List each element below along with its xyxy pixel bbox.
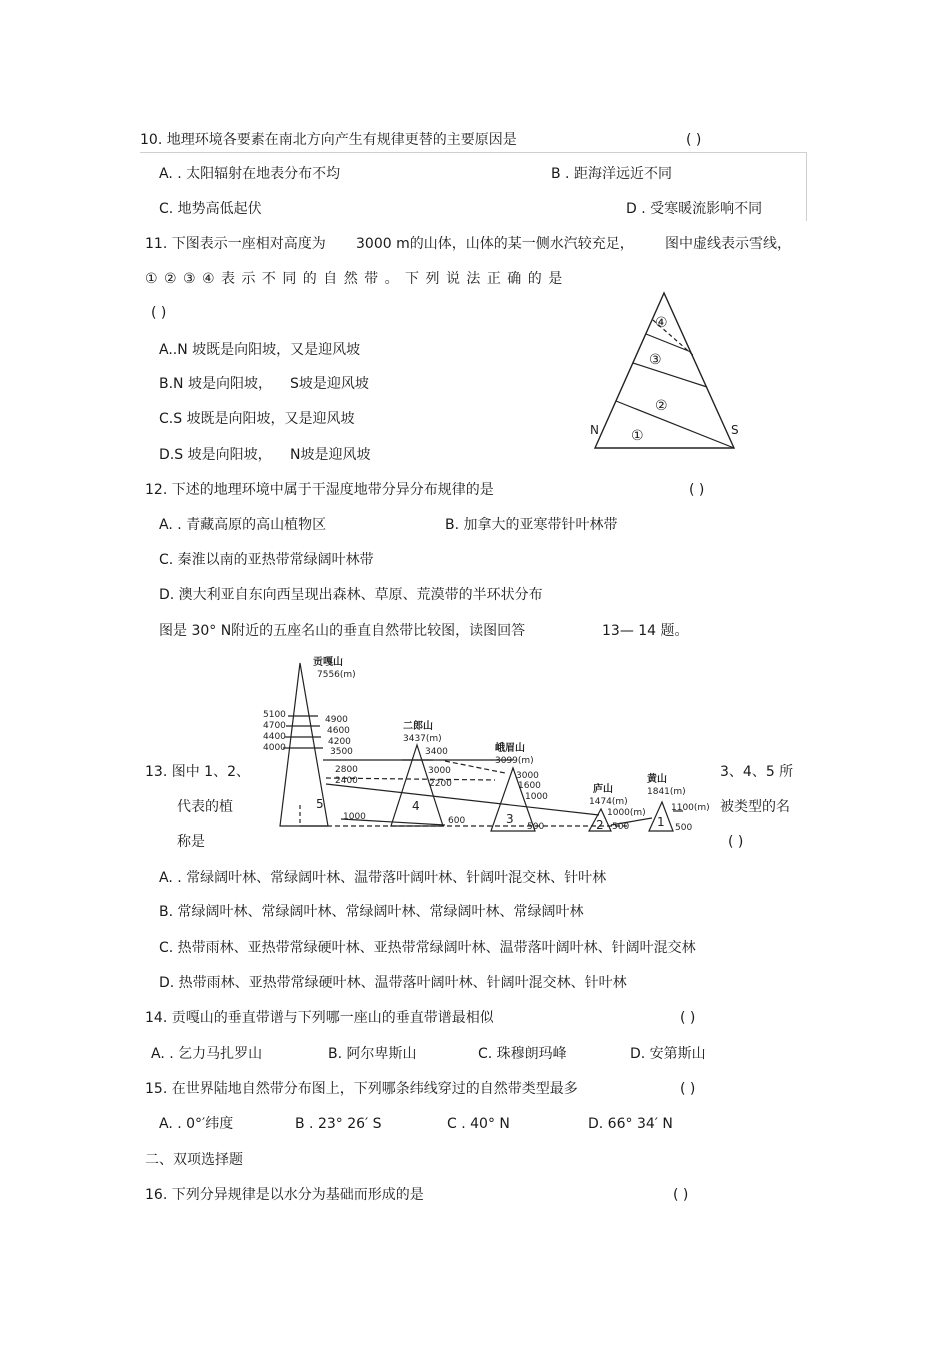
- q11-option-d-part1: D.S 坡是向阳坡，: [159, 447, 272, 463]
- q16-answer-paren: ( ): [673, 1187, 689, 1203]
- base-value-label: 600: [448, 816, 466, 826]
- q11-stem-part2: 3000 m的山体，山体的某一侧水汽较充足，: [356, 236, 634, 252]
- q16-stem: 16. 下列分异规律是以水分为基础而形成的是: [145, 1187, 424, 1203]
- zone-label-4: ④: [655, 315, 668, 331]
- base-value-label: 1000: [343, 812, 366, 822]
- q14-option-a: A. . 乞力马扎罗山: [151, 1046, 263, 1062]
- q11-stem-part1: 11. 下图表示一座相对高度为: [145, 236, 326, 252]
- q10-option-c: C. 地势高低起伏: [159, 201, 262, 217]
- mountain-name-huangshan: 黄山: [647, 774, 667, 785]
- q11-option-b-part1: B.N 坡是向阳坡，: [159, 376, 272, 392]
- zone-number-2: 2: [596, 818, 604, 832]
- gongga-right-label: 4600: [327, 726, 350, 736]
- q14-option-d: D. 安第斯山: [630, 1046, 706, 1062]
- q12-stem: 12. 下述的地理环境中属于干湿度地带分异分布规律的是: [145, 482, 494, 498]
- q13-stem-left: 13. 图中 1、2、: [145, 764, 250, 780]
- q15-answer-paren: ( ): [680, 1081, 696, 1097]
- q13-stem-line3: 称是: [177, 834, 205, 850]
- gongga-left-label: 4400: [263, 732, 286, 742]
- q11-stem-line2: ① ② ③ ④ 表 示 不 同 的 自 然 带 。 下 列 说 法 正 确 的 是: [145, 271, 564, 287]
- q14-option-b: B. 阿尔卑斯山: [328, 1046, 417, 1062]
- q13-14-intro-part2: 13— 14 题。: [602, 623, 689, 639]
- section-title-double-choice: 二、双项选择题: [145, 1152, 243, 1168]
- q13-stem-line2-right: 被类型的名: [720, 799, 790, 815]
- q10-option-b: B . 距海洋远近不同: [551, 166, 672, 182]
- q14-answer-paren: ( ): [680, 1010, 696, 1026]
- q13-option-b: B. 常绿阔叶林、常绿阔叶林、常绿阔叶林、常绿阔叶林、常绿阔叶林: [159, 904, 584, 920]
- erlang-right-label: 2200: [429, 779, 452, 789]
- gongga-left-label: 4000: [263, 743, 286, 753]
- mountain-name-emei: 峨眉山: [495, 743, 525, 754]
- lushan-inner-label: 1000(m): [607, 808, 646, 818]
- q12-option-c: C. 秦淮以南的亚热带常绿阔叶林带: [159, 552, 374, 568]
- gongga-left-label: 5100: [263, 710, 286, 720]
- base-value-label: 500: [527, 822, 545, 832]
- zone-number-5: 5: [316, 797, 324, 811]
- q14-stem: 14. 贡嘎山的垂直带谱与下列哪一座山的垂直带谱最相似: [145, 1010, 494, 1026]
- erlang-right-label: 3000: [428, 766, 451, 776]
- gongga-left-label: 4700: [263, 721, 286, 731]
- q13-option-c: C. 热带雨林、亚热带常绿硬叶林、亚热带常绿阔叶林、温带落叶阔叶林、针阔叶混交林: [159, 940, 696, 956]
- slope-label-s: S: [731, 423, 739, 437]
- q13-stem-right: 3、4、5 所: [720, 764, 794, 780]
- q15-option-d: D. 66° 34′ N: [588, 1116, 673, 1132]
- q11-stem-part3: 图中虚线表示雪线，: [665, 236, 791, 252]
- q13-option-a: A. . 常绿阔叶林、常绿阔叶林、温带落叶阔叶林、针阔叶混交林、针叶林: [159, 870, 607, 886]
- zone-label-1: ①: [631, 428, 644, 444]
- slope-label-n: N: [590, 423, 599, 437]
- emei-right-label: 1600: [518, 781, 541, 791]
- q15-stem: 15. 在世界陆地自然带分布图上，下列哪条纬线穿过的自然带类型最多: [145, 1081, 578, 1097]
- zone-label-3: ③: [649, 352, 662, 368]
- q12-answer-paren: ( ): [689, 482, 705, 498]
- q12-option-a: A. . 青藏高原的高山植物区: [159, 517, 327, 533]
- mountain-name-gongga: 贡嘎山: [313, 657, 343, 668]
- zone-label-2: ②: [655, 398, 668, 414]
- emei-right-label: 1000: [525, 792, 548, 802]
- level-2400-label: 2400: [335, 776, 358, 786]
- mountain-height-lushan: 1474(m): [589, 797, 628, 807]
- erlang-right-label: 3400: [425, 747, 448, 757]
- mountain-height-emei: 3099(m): [495, 756, 534, 766]
- q10-option-a: A. . 太阳辐射在地表分布不均: [159, 166, 341, 182]
- q11-option-d-part2: N坡是迎风坡: [290, 447, 371, 463]
- q10-stem: 10. 地理环境各要素在南北方向产生有规律更替的主要原因是: [140, 132, 517, 148]
- zone-number-1: 1: [657, 815, 665, 829]
- mountain-height-huangshan: 1841(m): [647, 787, 686, 797]
- mountain-height-gongga: 7556(m): [317, 670, 356, 680]
- mountain-name-erlang: 二郎山: [403, 721, 433, 732]
- zone-number-4: 4: [412, 799, 420, 813]
- q11-option-a: A..N 坡既是向阳坡，又是迎风坡: [159, 342, 361, 358]
- q13-answer-paren: ( ): [728, 834, 744, 850]
- base-value-label: 500: [675, 823, 693, 833]
- q13-14-intro-part1: 图是 30° N附近的五座名山的垂直自然带比较图，读图回答: [159, 623, 526, 639]
- q11-answer-paren: ( ): [151, 305, 167, 321]
- zone-number-3: 3: [506, 812, 514, 826]
- emei-right-label: 3000: [516, 771, 539, 781]
- q10-answer-paren: ( ): [686, 132, 702, 148]
- q10-option-d: D . 受寒暖流影响不同: [626, 201, 763, 217]
- huangshan-inner-label: 1100(m): [671, 803, 710, 813]
- base-value-label: 500: [612, 822, 630, 832]
- mountain-height-erlang: 3437(m): [403, 734, 442, 744]
- q13-stem-line2-left: 代表的植: [177, 799, 233, 815]
- gongga-right-label: 4900: [325, 715, 348, 725]
- q15-option-a: A. . 0°′纬度: [159, 1116, 234, 1132]
- level-2800-label: 2800: [335, 765, 358, 775]
- q11-option-c: C.S 坡既是向阳坡，又是迎风坡: [159, 411, 355, 427]
- q11-option-b-part2: S坡是迎风坡: [290, 376, 369, 392]
- q15-option-b: B . 23° 26′ S: [295, 1116, 382, 1132]
- gongga-right-label: 4200: [328, 737, 351, 747]
- five-mountains-figure: [255, 655, 715, 835]
- q13-option-d: D. 热带雨林、亚热带常绿硬叶林、温带落叶阔叶林、针阔叶混交林、针叶林: [159, 975, 627, 991]
- mountain-snowline-figure: [585, 288, 745, 454]
- q12-option-b: B. 加拿大的亚寒带针叶林带: [445, 517, 618, 533]
- q14-option-c: C. 珠穆朗玛峰: [478, 1046, 567, 1062]
- q12-option-d: D. 澳大利亚自东向西呈现出森林、草原、荒漠带的半环状分布: [159, 587, 543, 603]
- mountain-name-lushan: 庐山: [593, 784, 613, 795]
- gongga-right-label: 3500: [330, 747, 353, 757]
- q15-option-c: C . 40° N: [447, 1116, 510, 1132]
